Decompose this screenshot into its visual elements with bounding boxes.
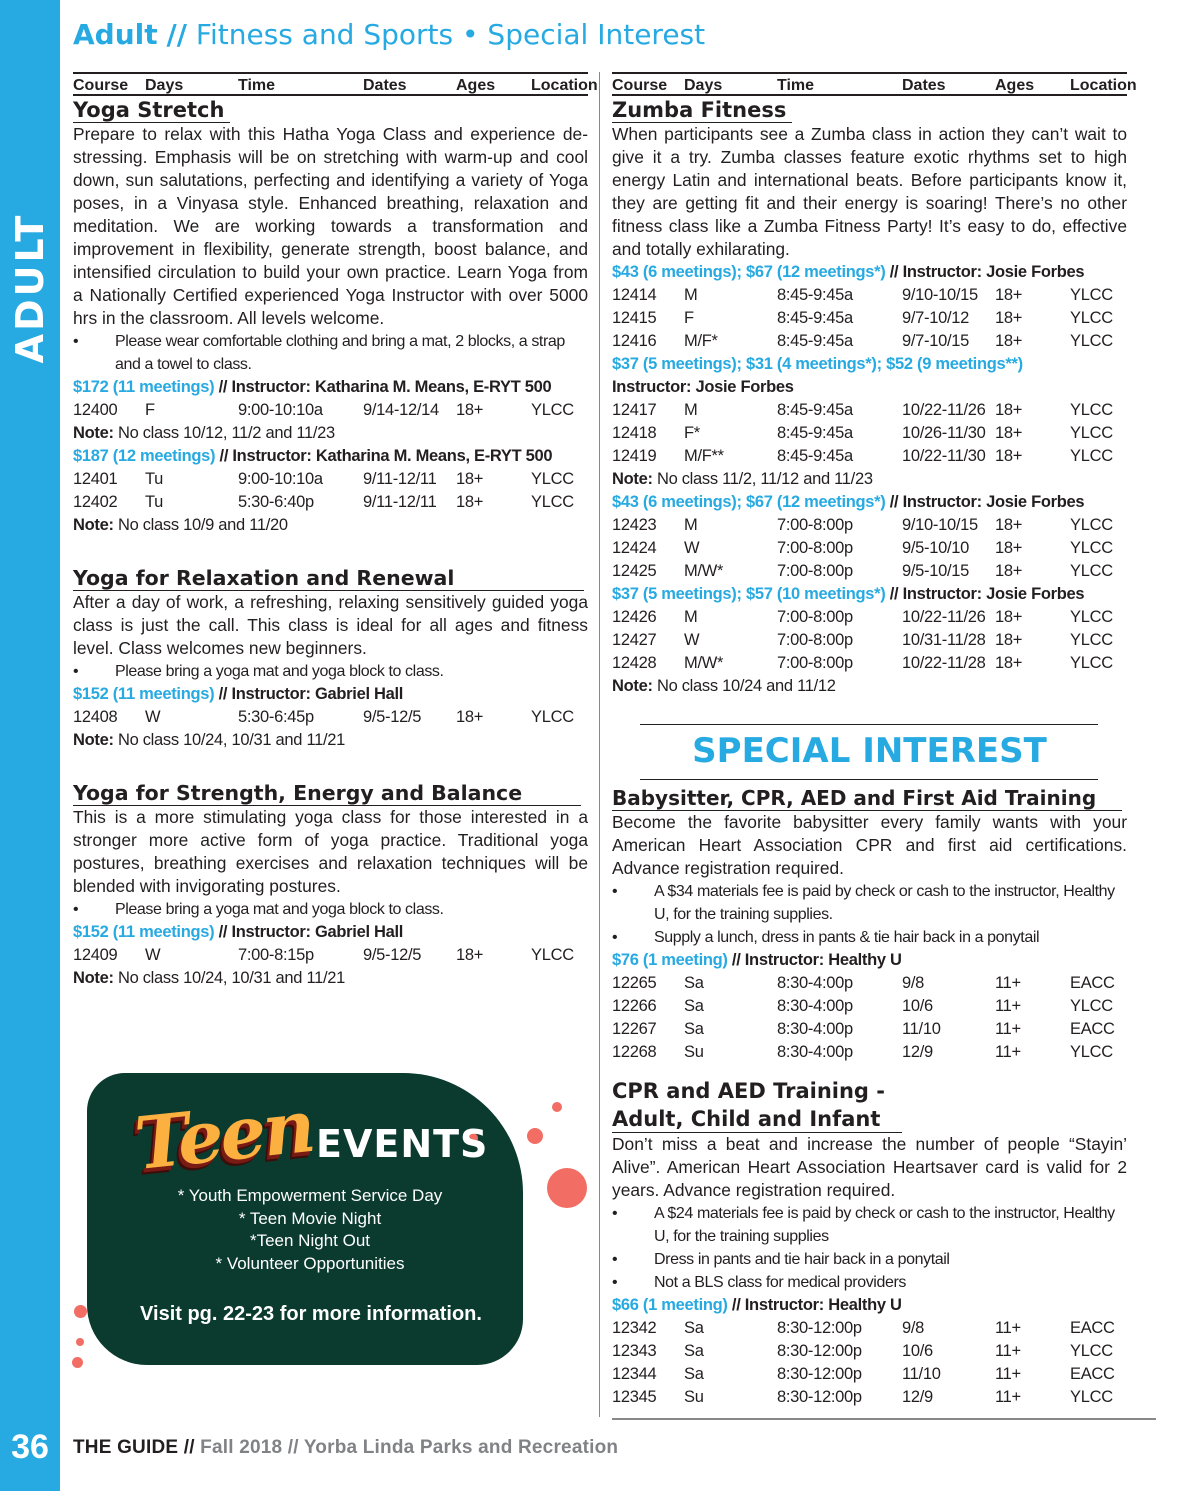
fee-instructor: // Instructor: Josie Forbes [885, 585, 1085, 603]
cell-location: YLCC [1070, 516, 1113, 534]
cell-ages: 18+ [995, 516, 1023, 534]
cell-ages: 18+ [456, 401, 484, 419]
cell-time: 8:30-4:00p [777, 1020, 853, 1038]
cell-course: 12428 [612, 654, 657, 672]
fee-price: $43 (6 meetings); $67 (12 meetings*) [612, 263, 886, 281]
cell-time: 7:00-8:00p [777, 654, 853, 672]
cell-time: 5:30-6:40p [238, 493, 314, 511]
note-text: No class 10/9 and 11/20 [113, 516, 288, 534]
cell-days: Sa [684, 1342, 704, 1360]
cell-course: 12419 [612, 447, 657, 465]
schedule-row [612, 330, 1127, 353]
cell-ages: 18+ [456, 470, 484, 488]
cell-dates: 9/10-10/15 [902, 516, 978, 534]
cell-days: Sa [684, 1365, 704, 1383]
schedule-row [612, 629, 1127, 652]
cell-days: M/W* [684, 562, 724, 580]
schedule-row [612, 514, 1127, 537]
cell-time: 7:00-8:00p [777, 631, 853, 649]
teen-events-list [110, 1185, 510, 1275]
cell-days: Tu [145, 493, 164, 511]
spacer [73, 752, 588, 779]
note-label: Note: [612, 470, 653, 488]
schedule-row [612, 399, 1127, 422]
decorative-dot [72, 1357, 83, 1368]
cell-days: M/F* [684, 332, 718, 350]
footer [73, 1437, 618, 1459]
bullet-item: • A $24 materials fee is paid by check or cash to the instructor, Healthy U, for the training supplies [612, 1202, 1127, 1248]
column-header-location: Location [1070, 77, 1137, 94]
class-note [73, 967, 588, 990]
cell-dates: 10/22-11/30 [902, 447, 986, 465]
course-description: Become the favorite babysitter every family wants with your American Heart Association CPR and first aid certifications. Advance registration required. [612, 812, 1127, 878]
schedule-row [612, 1340, 1127, 1363]
cell-days: F* [684, 424, 700, 442]
cell-course: 12268 [612, 1043, 657, 1061]
cell-days: W [145, 946, 161, 964]
cell-course: 12345 [612, 1388, 657, 1406]
fee-line [73, 683, 588, 706]
course-description: This is a more stimulating yoga class for those interested in a stronger more active form of yoga practice. Traditional yoga postures, breathing exercises and relaxation techniques will be blended with invigorating postures. [73, 807, 588, 896]
section-side-label: ADULT [8, 212, 52, 364]
bullet-item: • Supply a lunch, dress in pants & tie hair back in a ponytail [612, 926, 1127, 949]
class-note [612, 675, 1127, 698]
class-note [73, 729, 588, 752]
schedule-row [612, 1041, 1127, 1064]
schedule-row [612, 284, 1127, 307]
section-rule [640, 724, 1098, 725]
cell-ages: 18+ [995, 401, 1023, 419]
cell-dates: 12/9 [902, 1388, 933, 1406]
fee-price: $43 (6 meetings); $67 (12 meetings*) [612, 493, 886, 511]
cell-time: 8:45-9:45a [777, 447, 853, 465]
cell-days: M [684, 286, 698, 304]
fee-line [612, 353, 1127, 376]
cell-course: 12408 [73, 708, 118, 726]
cell-time: 8:45-9:45a [777, 309, 853, 327]
cell-dates: 9/10-10/15 [902, 286, 978, 304]
fee-line [73, 376, 588, 399]
cell-ages: 18+ [995, 654, 1023, 672]
note-label: Note: [73, 969, 114, 987]
course-description: Prepare to relax with this Hatha Yoga Class and experience de-stressing. Emphasis will be on stretching with warm-up and cool down, sun salutations, perfecting and identifying a variety of Yoga poses, in a Vinyasa style. Enhanced breathing, relaxation and meditation. We are working towards a transformation and improvement in flexibility, generate strength, boost balance, and intensified circulation to build your own practice. Learn Yoga from a Nationally Certified experienced Yoga Instructor with over 5000 hrs in the classroom. All levels welcome. [73, 124, 588, 328]
course-title: Zumba Fitness [612, 98, 792, 123]
cell-course: 12425 [612, 562, 657, 580]
cell-location: YLCC [1070, 309, 1113, 327]
cell-days: W [145, 708, 161, 726]
cell-course: 12427 [612, 631, 657, 649]
course-title: Yoga for Relaxation and Renewal [73, 566, 584, 591]
cell-location: YLCC [1070, 1388, 1113, 1406]
cell-dates: 9/8 [902, 974, 925, 992]
cell-time: 9:00-10:10a [238, 401, 323, 419]
schedule-row [612, 652, 1127, 675]
fee-instructor: // Instructor: Josie Forbes [885, 493, 1085, 511]
course-description: After a day of work, a refreshing, relaxing sensitively guided yoga class is just the call. This class is ideal for all ages and fitness level. Class welcomes new beginners. [73, 592, 588, 658]
cell-days: M [684, 608, 698, 626]
teen-event-item: * Youth Empowerment Service Day [177, 1186, 443, 1205]
teen-event-item: * Volunteer Opportunities [215, 1253, 405, 1273]
cell-course: 12424 [612, 539, 657, 557]
note-text: No class 10/24 and 11/12 [652, 677, 836, 695]
schedule-row [612, 606, 1127, 629]
fee-line [612, 1294, 1127, 1317]
cell-dates: 9/5-10/10 [902, 539, 970, 557]
cell-time: 8:45-9:45a [777, 424, 853, 442]
cell-course: 12416 [612, 332, 657, 350]
decorative-dot [552, 1102, 562, 1112]
fee-line [612, 583, 1127, 606]
cell-dates: 9/7-10/15 [902, 332, 970, 350]
right-column [612, 72, 1137, 1409]
column-header-dates: Dates [902, 77, 946, 94]
note-label: Note: [73, 731, 114, 749]
schedule-row [612, 1018, 1127, 1041]
cell-location: YLCC [1070, 608, 1113, 626]
cell-course: 12426 [612, 608, 657, 626]
decorative-dot [527, 1128, 543, 1144]
header-separator: // [166, 18, 187, 51]
cell-course: 12409 [73, 946, 118, 964]
cell-ages: 18+ [456, 946, 484, 964]
cell-course: 12342 [612, 1319, 657, 1337]
cell-time: 5:30-6:45p [238, 708, 314, 726]
decorative-dot [547, 1168, 587, 1208]
cell-dates: 9/11-12/11 [363, 470, 437, 488]
cell-ages: 18+ [456, 493, 484, 511]
bottom-rule [612, 1418, 1156, 1420]
cell-time: 7:00-8:00p [777, 539, 853, 557]
cell-dates: 12/9 [902, 1043, 933, 1061]
cell-ages: 18+ [995, 447, 1023, 465]
fee-price: $66 (1 meeting) [612, 1296, 728, 1314]
cell-time: 8:30-4:00p [777, 974, 853, 992]
cell-location: YLCC [1070, 562, 1113, 580]
fee-instructor: // Instructor: Gabriel Hall [214, 685, 404, 703]
note-text: No class 10/12, 11/2 and 11/23 [113, 424, 335, 442]
cell-location: YLCC [1070, 997, 1113, 1015]
column-header-location: Location [531, 77, 598, 94]
cell-days: W [684, 539, 700, 557]
cell-location: YLCC [531, 946, 574, 964]
schedule-row [612, 1317, 1127, 1340]
column-divider [599, 72, 600, 1417]
cell-dates: 9/11-12/11 [363, 493, 437, 511]
special-interest-title: SPECIAL INTEREST [692, 731, 1047, 771]
cell-course: 12402 [73, 493, 118, 511]
cell-time: 8:30-12:00p [777, 1388, 862, 1406]
cell-ages: 11+ [995, 974, 1021, 992]
bullet-item: • Please bring a yoga mat and yoga block to class. [73, 660, 588, 683]
fee-price: $172 (11 meetings) [73, 378, 215, 396]
cell-location: YLCC [1070, 1342, 1113, 1360]
cell-time: 8:45-9:45a [777, 332, 853, 350]
cell-course: 12401 [73, 470, 118, 488]
column-header [612, 72, 1137, 96]
cell-course: 12418 [612, 424, 657, 442]
cell-dates: 9/7-10/12 [902, 309, 970, 327]
cell-course: 12267 [612, 1020, 657, 1038]
column-header-dates: Dates [363, 77, 407, 94]
bullet-item: • Please bring a yoga mat and yoga block to class. [73, 898, 588, 921]
footer-org: Yorba Linda Parks and Recreation [298, 1437, 619, 1458]
fee-price: $152 (11 meetings) [73, 923, 215, 941]
column-header-course: Course [73, 77, 129, 94]
cell-location: YLCC [1070, 631, 1113, 649]
cell-time: 8:30-12:00p [777, 1319, 862, 1337]
cell-course: 12343 [612, 1342, 657, 1360]
cell-course: 12415 [612, 309, 657, 327]
decorative-dot [74, 1305, 87, 1318]
cell-ages: 11+ [995, 997, 1021, 1015]
fee-instructor: // Instructor: Katharina M. Means, E-RYT 500 [215, 447, 553, 465]
course-title-line2: Adult, Child and Infant [612, 1106, 902, 1133]
course-title: Yoga Stretch [73, 98, 230, 123]
cell-dates: 10/22-11/26 [902, 401, 986, 419]
fee-line [612, 491, 1127, 514]
note-text: No class 11/2, 11/12 and 11/23 [652, 470, 873, 488]
cell-ages: 18+ [995, 562, 1023, 580]
decorative-dot [76, 1338, 84, 1346]
column-header-days: Days [684, 77, 723, 94]
cell-dates: 10/22-11/28 [902, 654, 986, 672]
cell-location: YLCC [531, 708, 574, 726]
cell-location: YLCC [1070, 286, 1113, 304]
cell-dates: 9/5-10/15 [902, 562, 970, 580]
header-subtitle: Fitness and Sports • Special Interest [195, 18, 706, 51]
bullet-item: • Dress in pants and tie hair back in a ponytail [612, 1248, 1127, 1271]
fee-line [612, 261, 1127, 284]
cell-time: 8:45-9:45a [777, 401, 853, 419]
cell-time: 8:30-4:00p [777, 997, 853, 1015]
cell-ages: 11+ [995, 1319, 1021, 1337]
cell-location: YLCC [1070, 424, 1113, 442]
schedule-row [612, 995, 1127, 1018]
cell-dates: 11/10 [902, 1020, 941, 1038]
schedule-row [73, 944, 588, 967]
cell-location: YLCC [1070, 447, 1113, 465]
column-header-time: Time [777, 77, 815, 94]
cell-ages: 11+ [995, 1365, 1021, 1383]
cell-ages: 18+ [995, 608, 1023, 626]
cell-course: 12400 [73, 401, 118, 419]
cell-dates: 9/5-12/5 [363, 708, 422, 726]
note-text: No class 10/24, 10/31 and 11/21 [113, 969, 346, 987]
cell-course: 12417 [612, 401, 657, 419]
spacer [612, 698, 1127, 724]
course-title: Babysitter, CPR, AED and First Aid Training [612, 786, 1122, 811]
page-header [73, 18, 705, 51]
cell-dates: 11/10 [902, 1365, 941, 1383]
cell-days: Su [684, 1043, 704, 1061]
cell-time: 8:45-9:45a [777, 286, 853, 304]
cell-time: 9:00-10:10a [238, 470, 323, 488]
fee-instructor: // Instructor: Healthy U [727, 1296, 902, 1314]
cell-ages: 11+ [995, 1388, 1021, 1406]
cell-days: Tu [145, 470, 164, 488]
class-note [73, 514, 588, 537]
cell-location: EACC [1070, 1020, 1115, 1038]
class-note [73, 422, 588, 445]
cell-time: 7:00-8:00p [777, 562, 853, 580]
cell-dates: 10/31-11/28 [902, 631, 986, 649]
teen-visit-text: Visit pg. 22-23 for more information. [140, 1303, 482, 1325]
cell-location: YLCC [1070, 539, 1113, 557]
cell-course: 12344 [612, 1365, 657, 1383]
cell-location: YLCC [1070, 401, 1113, 419]
cell-dates: 9/8 [902, 1319, 925, 1337]
teen-event-item: *Teen Night Out [249, 1231, 370, 1250]
column-header-course: Course [612, 77, 668, 94]
schedule-row [612, 1386, 1127, 1409]
cell-location: EACC [1070, 1365, 1115, 1383]
fee-line [612, 949, 1127, 972]
schedule-row [73, 491, 588, 514]
column-header-ages: Ages [995, 77, 1035, 94]
cell-ages: 11+ [995, 1020, 1021, 1038]
cell-course: 12265 [612, 974, 657, 992]
column-header-days: Days [145, 77, 184, 94]
cell-days: Sa [684, 997, 704, 1015]
fee-instructor: // Instructor: Josie Forbes [885, 263, 1085, 281]
schedule-row [612, 445, 1127, 468]
fee-line [73, 445, 588, 468]
cell-days: F [684, 309, 694, 327]
fee-instructor: // Instructor: Healthy U [727, 951, 902, 969]
bullet-item: • A $34 materials fee is paid by check or cash to the instructor, Healthy U, for the training supplies. [612, 880, 1127, 926]
cell-days: M/W* [684, 654, 724, 672]
fee-instructor-line: Instructor: Josie Forbes [612, 378, 794, 396]
cell-course: 12266 [612, 997, 657, 1015]
cell-dates: 10/26-11/30 [902, 424, 986, 442]
schedule-row [612, 422, 1127, 445]
course-description: Don’t miss a beat and increase the number of people “Stayin’ Alive”. American Heart Association Heartsaver card is valid for 2 years. Advance registration required. [612, 1134, 1127, 1200]
footer-season: Fall 2018 // [194, 1437, 299, 1458]
fee-price: $152 (11 meetings) [73, 685, 215, 703]
cell-ages: 18+ [456, 708, 484, 726]
cell-time: 8:30-12:00p [777, 1365, 862, 1383]
cell-ages: 18+ [995, 309, 1023, 327]
cell-course: 12423 [612, 516, 657, 534]
cell-ages: 18+ [995, 424, 1023, 442]
cell-location: YLCC [531, 470, 574, 488]
spacer [612, 1064, 1127, 1076]
fee-price: $76 (1 meeting) [612, 951, 728, 969]
cell-time: 7:00-8:00p [777, 516, 853, 534]
cell-time: 8:30-4:00p [777, 1043, 853, 1061]
bullet-item: • Not a BLS class for medical providers [612, 1271, 1127, 1294]
cell-dates: 10/6 [902, 1342, 933, 1360]
column-header-ages: Ages [456, 77, 496, 94]
fee-price: $37 (5 meetings); $57 (10 meetings*) [612, 585, 886, 603]
bullet-item: • Please wear comfortable clothing and bring a mat, 2 blocks, a strap and a towel to class. [73, 330, 588, 376]
teen-events-title: EVENTS [316, 1122, 489, 1166]
cell-ages: 18+ [995, 539, 1023, 557]
cell-location: YLCC [1070, 1043, 1113, 1061]
cell-ages: 18+ [995, 631, 1023, 649]
cell-ages: 11+ [995, 1342, 1021, 1360]
teen-logo-word: Teen [131, 1082, 317, 1187]
schedule-row [73, 468, 588, 491]
spacer [612, 780, 1127, 784]
cell-days: F [145, 401, 155, 419]
cell-days: Sa [684, 1020, 704, 1038]
fee-instructor: // Instructor: Gabriel Hall [214, 923, 404, 941]
cell-time: 7:00-8:15p [238, 946, 314, 964]
cell-location: YLCC [1070, 654, 1113, 672]
schedule-row [612, 1363, 1127, 1386]
fee-price: $37 (5 meetings); $31 (4 meetings*); $52 (9 meetings**) [612, 355, 1023, 373]
note-label: Note: [612, 677, 653, 695]
course-title: Yoga for Strength, Energy and Balance [73, 781, 581, 806]
cell-location: EACC [1070, 974, 1115, 992]
class-note [612, 468, 1127, 491]
cell-days: W [684, 631, 700, 649]
course-title-line1: CPR and AED Training - [612, 1079, 885, 1103]
fee-price: $187 (12 meetings) [73, 447, 216, 465]
schedule-row [612, 537, 1127, 560]
cell-dates: 9/5-12/5 [363, 946, 422, 964]
cell-dates: 9/14-12/14 [363, 401, 439, 419]
cell-time: 8:30-12:00p [777, 1342, 862, 1360]
note-text: No class 10/24, 10/31 and 11/21 [113, 731, 346, 749]
schedule-row [612, 307, 1127, 330]
footer-guide: THE GUIDE // [73, 1437, 195, 1458]
cell-days: M [684, 516, 698, 534]
cell-location: YLCC [531, 401, 574, 419]
schedule-row [73, 706, 588, 729]
cell-ages: 18+ [995, 286, 1023, 304]
cell-days: Su [684, 1388, 704, 1406]
schedule-row [612, 560, 1127, 583]
cell-location: YLCC [531, 493, 574, 511]
cell-days: Sa [684, 1319, 704, 1337]
column-header [73, 72, 598, 96]
cell-dates: 10/6 [902, 997, 933, 1015]
column-header-time: Time [238, 77, 276, 94]
note-label: Note: [73, 516, 114, 534]
fee-line [73, 921, 588, 944]
cell-ages: 18+ [995, 332, 1023, 350]
header-section: Adult [73, 18, 158, 51]
note-label: Note: [73, 424, 114, 442]
page-number: 36 [11, 1428, 49, 1466]
spacer [73, 537, 588, 564]
schedule-row [73, 399, 588, 422]
course-description: When participants see a Zumba class in action they can’t wait to give it a try. Zumba classes feature exotic rhythms set to high energy Latin and international beats. Before participants know it, they are getting fit and their energy is soaring! There’s no other fitness class like a Zumba Fitness Party! It’s easy to do, effective and totally exhilarating. [612, 124, 1127, 259]
fee-instructor: // Instructor: Katharina M. Means, E-RYT 500 [214, 378, 552, 396]
left-column [73, 72, 598, 990]
cell-dates: 10/22-11/26 [902, 608, 986, 626]
cell-days: Sa [684, 974, 704, 992]
cell-time: 7:00-8:00p [777, 608, 853, 626]
cell-days: M [684, 401, 698, 419]
cell-location: YLCC [1070, 332, 1113, 350]
cell-location: EACC [1070, 1319, 1115, 1337]
cell-course: 12414 [612, 286, 657, 304]
cell-ages: 11+ [995, 1043, 1021, 1061]
schedule-row [612, 972, 1127, 995]
cell-days: M/F** [684, 447, 724, 465]
teen-event-item: * Teen Movie Night [238, 1208, 382, 1228]
